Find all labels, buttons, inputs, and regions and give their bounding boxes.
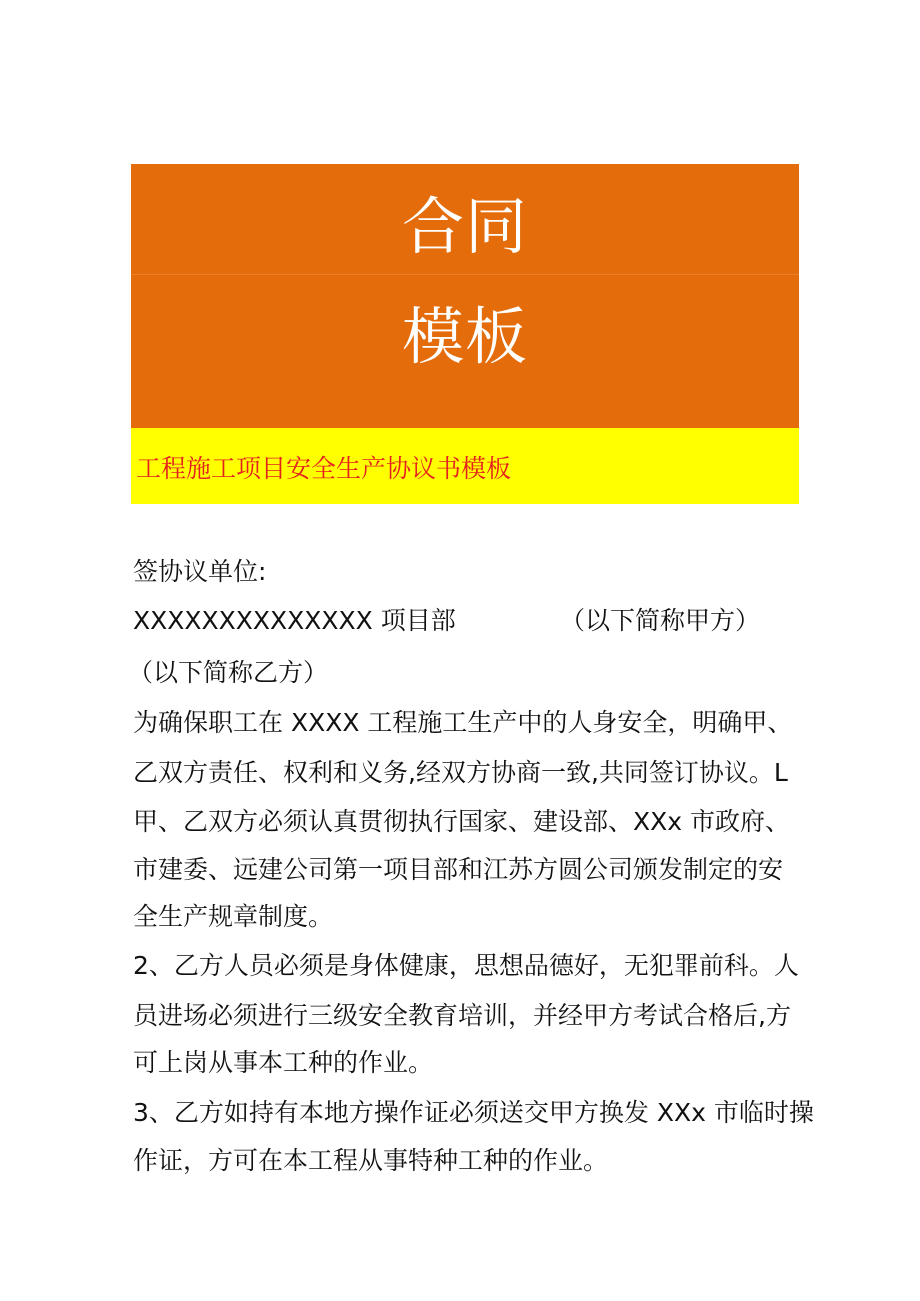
party-a-note: （以下简称甲方） <box>560 606 761 635</box>
cover-block <box>131 164 799 428</box>
signing-label: 签协议单位: <box>133 557 267 586</box>
cover-title-line-2: 模板 <box>401 300 528 373</box>
document-title-banner <box>131 428 799 504</box>
cover-divider <box>131 274 799 275</box>
document-title: 工程施工项目安全生产协议书模板 <box>136 454 512 483</box>
party-a-name: XXXXXXXXXXXXXX 项目部 <box>133 606 456 635</box>
paragraph-line-4: 市建委、远建公司第一项目部和江苏方圆公司颁发制定的安 <box>133 855 784 884</box>
party-b-note: （以下简称乙方） <box>128 658 329 687</box>
paragraph-line-7: 员进场必须进行三级安全教育培训，并经甲方考试合格后,方 <box>133 1001 791 1030</box>
paragraph-line-10: 作证，方可在本工程从事特种工种的作业。 <box>133 1146 609 1175</box>
cover-title-line-1: 合同 <box>401 190 528 263</box>
paragraph-line-2: 乙双方责任、权利和义务,经双方协商一致,共同签订协议。L <box>133 758 788 787</box>
paragraph-line-5: 全生产规章制度。 <box>133 902 334 931</box>
paragraph-line-1: 为确保职工在 XXXX 工程施工生产中的人身安全，明确甲、 <box>133 708 793 737</box>
paragraph-line-9: 3、乙方如持有本地方操作证必须送交甲方换发 XXx 市临时操 <box>133 1098 814 1127</box>
paragraph-line-6: 2、乙方人员必须是身体健康，思想品德好，无犯罪前科。人 <box>133 951 799 980</box>
paragraph-line-8: 可上岗从事本工种的作业。 <box>133 1048 434 1077</box>
paragraph-line-3: 甲、乙双方必须认真贯彻执行国家、建设部、XXx 市政府、 <box>133 807 790 836</box>
